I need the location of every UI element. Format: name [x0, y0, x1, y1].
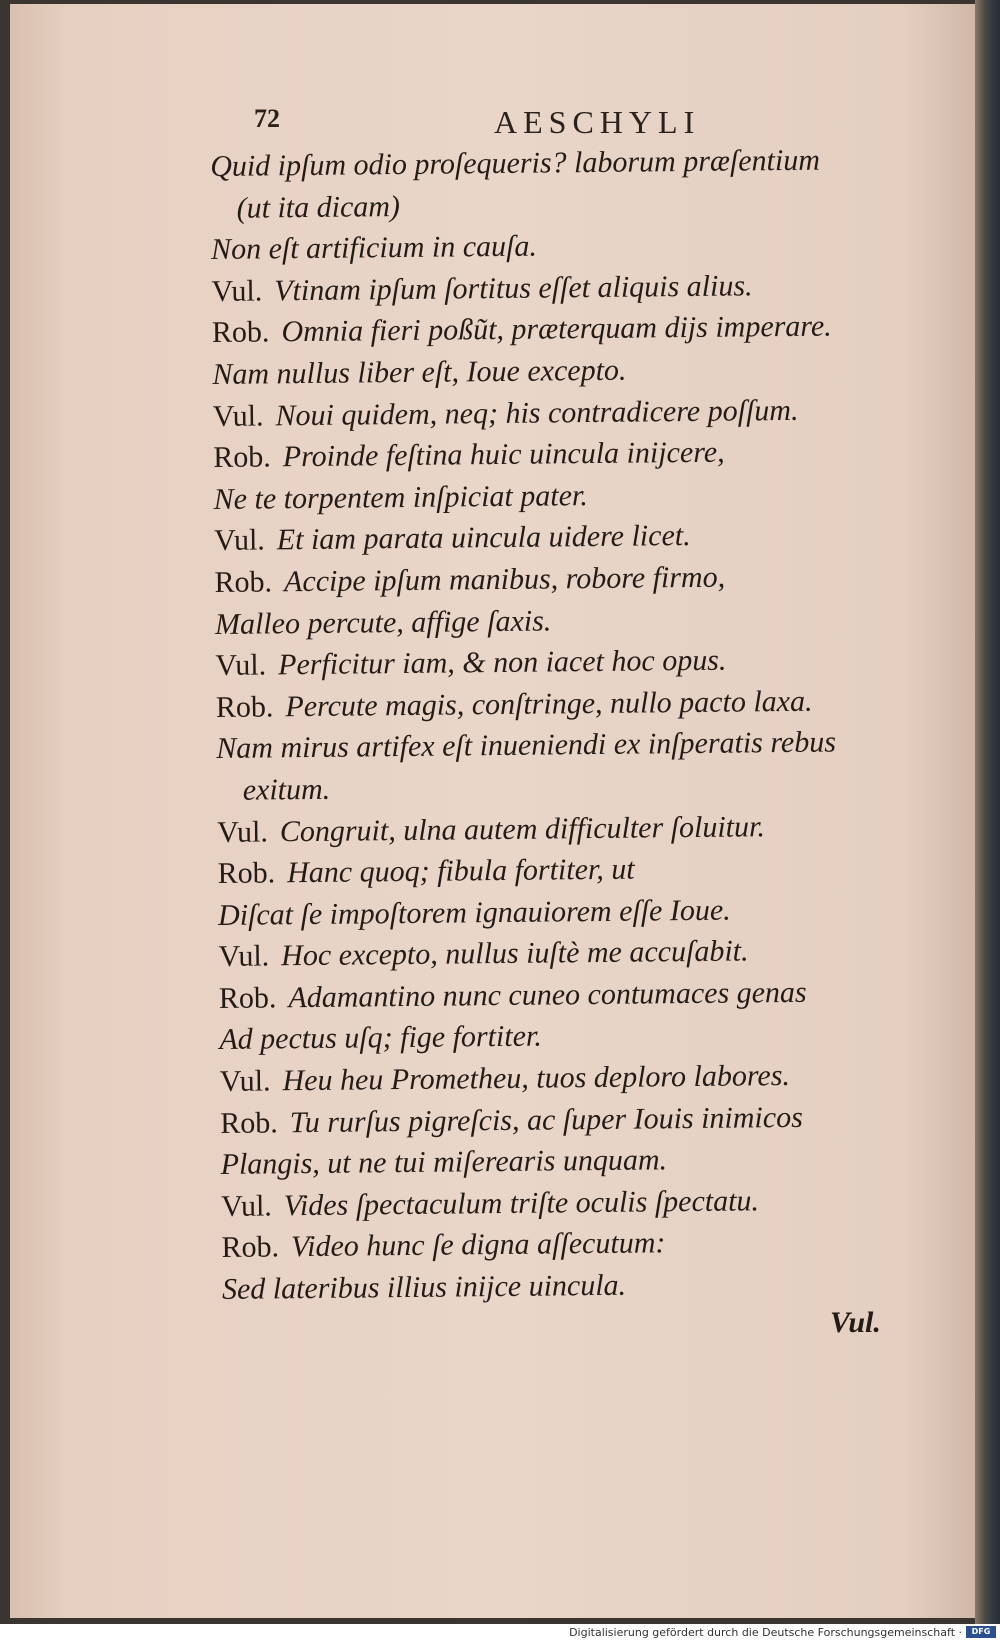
line-text: Non eſt artificium in cauſa. — [210, 229, 538, 267]
speaker-label: Vul. — [213, 523, 266, 558]
verse-text — [210, 138, 942, 1310]
line-text: Vtinam ipſum ſortitus eſſet aliquis alius. — [274, 269, 753, 308]
line-text: Proinde feſtina huic uincula inijcere, — [282, 435, 725, 474]
speaker-label: Rob. — [213, 440, 271, 475]
line-text: Vides ſpectaculum triſte oculis ſpectatu. — [283, 1184, 760, 1223]
speaker-label: Vul. — [215, 648, 267, 683]
speaker-label: Vul. — [217, 814, 269, 849]
text-line — [216, 721, 936, 770]
speaker-label: Vul. — [211, 274, 263, 308]
line-text: Plangis, ut ne tui miſerearis unquam. — [220, 1143, 668, 1182]
line-text: Congruit, ulna autem difficulter ſoluitur. — [279, 809, 766, 848]
catchword: Vul. — [830, 1306, 881, 1339]
speaker-label: Rob. — [217, 856, 276, 891]
speaker-label: Vul. — [212, 399, 264, 433]
line-text: Perficitur iam, & non iacet hoc opus. — [277, 643, 727, 682]
speaker-label: Vul. — [218, 939, 270, 974]
page-number: 72 — [254, 104, 280, 133]
line-text: Noui quidem, neq; his contradicere poſſum. — [275, 393, 799, 432]
speaker-label: Rob. — [221, 1230, 280, 1265]
line-text: Malleo percute, affige ſaxis. — [214, 603, 552, 641]
speaker-label: Vul. — [220, 1189, 272, 1223]
line-text: Video hunc ſe digna aſſecutum: — [290, 1226, 666, 1264]
speaker-label: Vul. — [219, 1064, 271, 1099]
speaker-label: Rob. — [220, 1106, 278, 1140]
line-text: Quid ipſum odio proſequeris? laborum præſentium — [210, 143, 821, 183]
line-text: Adamantino nunc cuneo contumaces genas — [288, 975, 807, 1015]
book-spine-edge — [975, 0, 1000, 1624]
funding-credit: Digitalisierung gefördert durch die Deutsche Forschungsgemeinschaft · — [569, 1626, 962, 1639]
line-text: Ad pectus uſq; fige fortiter. — [219, 1020, 542, 1057]
line-text: Sed lateribus illius inijce uincula. — [221, 1268, 627, 1306]
line-text: Hanc quoq; fibula fortiter, ut — [286, 852, 635, 890]
speaker-label: Rob. — [211, 315, 270, 350]
line-text: Hoc excepto, nullus iuſtè me accuſabit. — [281, 934, 749, 973]
line-text: Accipe ipſum manibus, robore firmo, — [283, 560, 726, 599]
line-text: Heu heu Prometheu, tuos deploro labores. — [282, 1059, 791, 1098]
speaker-label: Rob. — [215, 690, 274, 724]
line-text: Percute magis, conſtringe, nullo pacto laxa. — [285, 684, 813, 723]
text-line — [212, 305, 932, 354]
line-text: Ne te torpentem inſpiciat pater. — [213, 478, 588, 516]
speaker-label: Rob. — [214, 565, 273, 599]
line-text: Tu rurſus pigreſcis, ac ſuper Iouis inimicos — [289, 1100, 803, 1139]
line-text: Nam mirus artifex eſt inueniendi ex inſperatis rebus — [216, 725, 837, 766]
line-text: Diſcat ſe impoſtorem ignauiorem eſſe Ioue. — [217, 893, 731, 932]
text-line — [222, 1261, 942, 1310]
line-text: exitum. — [242, 772, 331, 807]
book-page — [10, 4, 986, 1618]
line-text: Nam nullus liber eſt, Ioue excepto. — [212, 353, 627, 391]
speaker-label: Rob. — [218, 981, 277, 1015]
line-text: Omnia fieri poßũt, præterquam dijs imperare. — [281, 309, 832, 349]
digitization-footer — [0, 1624, 1000, 1641]
line-text: (ut ita dicam) — [236, 189, 401, 225]
line-text: Et iam parata uincula uidere licet. — [276, 519, 691, 557]
dfg-logo: DFG — [966, 1626, 996, 1638]
running-head: AESCHYLI — [494, 104, 701, 140]
